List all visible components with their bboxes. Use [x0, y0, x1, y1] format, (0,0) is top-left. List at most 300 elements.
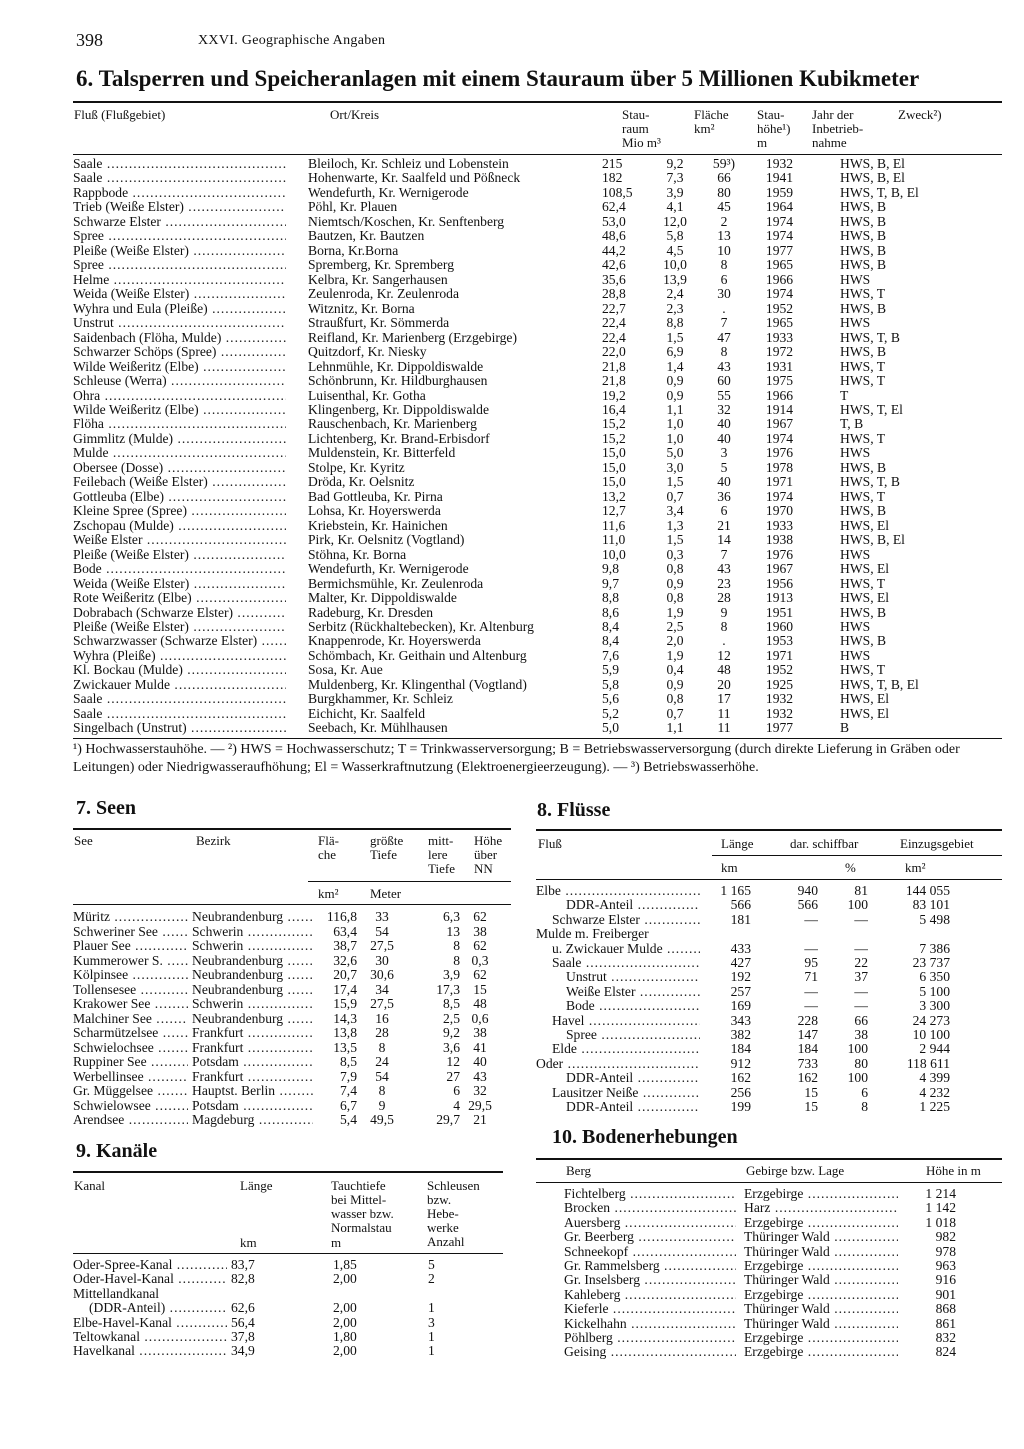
river-cell: Spree .....: [73, 229, 308, 243]
depth-cell: 2,00: [333, 1344, 357, 1359]
canal-cell: Mittellandkanal: [73, 1286, 160, 1301]
purpose-cell: HWS, B: [840, 301, 887, 316]
table6-header-rule: [73, 154, 1002, 155]
area-cell: 0,7: [666, 706, 684, 721]
volume-cell: 5,8: [602, 677, 619, 692]
river-cell: Wilde Weißeritz (Elbe) .....: [73, 403, 308, 417]
year-cell: 1971: [765, 648, 794, 663]
table10-top-rule: [536, 1158, 1002, 1160]
height-cell: 20: [717, 677, 731, 692]
length-cell: 192: [730, 970, 751, 985]
spacer-cell: [500, 997, 513, 1012]
table9-title: 9. Kanäle: [76, 1140, 158, 1162]
table8-unit-km2: km²: [905, 860, 926, 875]
spacer-cell: [500, 910, 513, 925]
purpose-cell: HWS, B, El: [840, 157, 905, 171]
volume-cell: 8,6: [602, 605, 619, 620]
percent-cell: [818, 927, 868, 941]
table-row: [73, 721, 1003, 735]
table9-canals: [73, 1258, 503, 1359]
river-cell: Schleuse (Werra) .....: [73, 374, 308, 388]
table-row: [73, 939, 513, 954]
area-cell: 5,8: [666, 229, 684, 244]
river-cell: Bode .....: [536, 999, 706, 1013]
depth-cell: 8: [378, 1084, 386, 1098]
table-row: [536, 970, 1002, 984]
table-row: [73, 215, 1003, 229]
place-cell: Reifland, Kr. Marienberg (Erzgebirge): [308, 330, 517, 345]
purpose-cell: HWS, B: [840, 634, 887, 649]
table7-header-area: Flä- che: [318, 833, 339, 862]
area-cell: 15,9: [333, 997, 357, 1011]
area-cell: 2,3: [666, 301, 684, 316]
altitude-cell: 15: [473, 982, 487, 997]
table7-top-rule: [73, 828, 511, 830]
year-cell: 1967: [765, 417, 794, 432]
spacer-cell: [950, 1014, 1002, 1028]
area-cell: 1,4: [666, 359, 684, 374]
table-row: [73, 360, 1003, 374]
purpose-cell: T, B: [840, 417, 864, 432]
district-cell: Neubrandenburg .....: [192, 983, 317, 998]
depth-cell: 27,5: [370, 939, 394, 953]
canal-cell: (DDR-Anteil) .....: [73, 1301, 231, 1315]
table-row: [536, 884, 1002, 898]
table-row: [73, 374, 1003, 388]
table-row: [536, 999, 1002, 1013]
lake-cell: Krakower See .....: [73, 997, 192, 1012]
height-cell: 8: [720, 345, 728, 360]
mean-depth-cell: 3,6: [443, 1040, 460, 1055]
place-cell: Pirk, Kr. Oelsnitz (Vogtland): [308, 533, 465, 548]
area-cell: 9,2: [666, 157, 684, 171]
spacer-cell: [950, 956, 1002, 970]
year-cell: 1974: [765, 287, 794, 302]
spacer-cell: [950, 1086, 1002, 1100]
mountain-cell: Brocken .....: [536, 1201, 744, 1215]
length-cell: [231, 1287, 281, 1301]
purpose-cell: HWS, B: [840, 345, 887, 360]
height-cell: 6: [720, 272, 728, 287]
table-row: [73, 345, 1003, 359]
table7-header-rule: [73, 904, 511, 905]
height-cell: 66: [717, 171, 731, 186]
spacer-cell: [950, 1042, 1002, 1056]
percent-cell: 8: [861, 1100, 868, 1115]
altitude-cell: 32: [473, 1084, 487, 1098]
spacer-cell: [956, 1201, 1002, 1215]
depth-cell: 2,00: [333, 1301, 357, 1316]
depth-cell: 49,5: [370, 1113, 394, 1127]
volume-cell: 16,4: [602, 402, 626, 417]
year-cell: 1941: [765, 171, 794, 186]
river-cell: Zschopau (Mulde) .....: [73, 519, 308, 533]
river-cell: DDR-Anteil .....: [536, 1100, 706, 1114]
river-cell: Gottleuba (Elbe) .....: [73, 490, 308, 504]
navigable-cell: 15: [804, 1085, 818, 1100]
altitude-cell: 62: [473, 939, 487, 953]
table-row: [536, 1259, 1002, 1273]
table-row: [536, 1071, 1002, 1085]
place-cell: Kelbra, Kr. Sangerhausen: [308, 272, 448, 287]
mean-depth-cell: 17,3: [436, 982, 460, 997]
spacer-cell: [950, 1071, 1002, 1085]
table-row: [73, 910, 513, 925]
spacer-cell: [950, 884, 1002, 898]
river-cell: Saale .....: [73, 157, 308, 171]
river-cell: Weida (Weiße Elster) .....: [73, 577, 308, 591]
area-cell: 5,0: [666, 446, 684, 461]
table10-title: 10. Bodenerhebungen: [552, 1126, 738, 1148]
place-cell: Rauschenbach, Kr. Marienberg: [308, 417, 477, 432]
table-row: [73, 692, 1003, 706]
table6-reservoirs: [73, 157, 1003, 736]
river-cell: Unstrut .....: [73, 316, 308, 330]
navigable-cell: 184: [797, 1042, 818, 1057]
page-number: 398: [76, 30, 103, 50]
length-cell: 184: [730, 1042, 751, 1057]
depth-cell: 1,85: [333, 1258, 357, 1272]
navigable-cell: 940: [797, 884, 818, 898]
area-cell: 1,3: [666, 518, 684, 533]
place-cell: Malter, Kr. Dippoldiswalde: [308, 591, 457, 606]
table8-unit-rule-top: [712, 855, 1002, 856]
height-cell: 9: [720, 605, 728, 620]
area-cell: 0,8: [666, 591, 684, 606]
river-cell: Rote Weißeritz (Elbe) .....: [73, 591, 308, 605]
year-cell: 1966: [765, 388, 794, 403]
river-cell: Ohra .....: [73, 389, 308, 403]
table9-header-depth: Tauchtiefe bei Mittel- wasser bzw. Normalstau: [331, 1178, 394, 1235]
year-cell: 1933: [765, 518, 794, 533]
range-cell: Erzgebirge .....: [744, 1331, 904, 1345]
spacer-cell: [950, 942, 1002, 956]
volume-cell: 8,4: [602, 620, 619, 634]
river-cell: Saidenbach (Flöha, Mulde) .....: [73, 331, 308, 345]
river-cell: Havel .....: [536, 1014, 706, 1028]
purpose-cell: HWS, B, El: [840, 533, 905, 548]
table-row: [73, 519, 1003, 533]
table-row: [73, 287, 1003, 301]
year-cell: 1971: [765, 475, 794, 490]
table8-title: 8. Flüsse: [537, 799, 611, 821]
height-cell: 40: [717, 417, 731, 432]
area-cell: 1,1: [666, 402, 684, 417]
place-cell: Muldenberg, Kr. Klingenthal (Vogtland): [308, 677, 527, 692]
height-cell: 2: [720, 214, 728, 229]
table-row: [73, 273, 1003, 287]
area-cell: 1,0: [666, 417, 684, 432]
area-cell: 7,4: [340, 1084, 357, 1098]
height-cell: 12: [717, 648, 731, 663]
district-cell: Frankfurt .....: [192, 1041, 317, 1056]
river-cell: Schwarzer Schöps (Spree) .....: [73, 345, 308, 359]
volume-cell: 15,0: [602, 446, 626, 461]
table6-top-rule: [73, 101, 1002, 103]
area-cell: 3,9: [666, 185, 684, 200]
area-cell: 14,3: [333, 1011, 357, 1026]
table-row: [73, 663, 1003, 677]
year-cell: 1914: [765, 402, 794, 417]
river-cell: Lausitzer Neiße .....: [536, 1086, 706, 1100]
purpose-cell: HWS, T, B, El: [840, 185, 919, 200]
percent-cell: 66: [854, 1013, 868, 1028]
table-row: [536, 1273, 1002, 1287]
volume-cell: 5,2: [602, 706, 619, 721]
river-cell: Singelbach (Unstrut) .....: [73, 721, 308, 735]
table-row: [536, 1201, 1002, 1215]
mean-depth-cell: 2,5: [443, 1011, 460, 1026]
basin-cell: 4 399: [919, 1071, 950, 1086]
table-row: [73, 1301, 503, 1315]
table-row: [73, 446, 1003, 460]
length-cell: 382: [730, 1028, 751, 1043]
length-cell: 56,4: [231, 1315, 255, 1330]
table8-header-rule: [536, 879, 1002, 880]
table-row: [73, 200, 1003, 214]
area-cell: 32,6: [333, 953, 357, 968]
volume-cell: 15,0: [602, 475, 626, 490]
river-cell: Kleine Spree (Spree) .....: [73, 504, 308, 518]
purpose-cell: HWS, T: [840, 489, 886, 504]
volume-cell: 15,0: [602, 460, 626, 475]
locks-cell: 5: [428, 1258, 435, 1272]
range-cell: Thüringer Wald .....: [744, 1302, 904, 1316]
range-cell: Thüringer Wald .....: [744, 1273, 904, 1287]
river-cell: Mulde m. Freiberger: [536, 927, 649, 942]
river-cell: Oder .....: [536, 1057, 706, 1071]
table7-header-mean: mitt- lere Tiefe: [428, 833, 455, 876]
volume-cell: 215: [602, 157, 623, 171]
year-cell: 1978: [765, 460, 794, 475]
table6-header-year: Jahr der Inbetrieb- nahme: [812, 107, 864, 150]
river-cell: Obersee (Dosse) .....: [73, 461, 308, 475]
length-cell: 37,8: [231, 1330, 255, 1345]
table-row: [536, 956, 1002, 970]
table-row: [536, 1230, 1002, 1244]
height-cell: 3: [720, 446, 728, 461]
table-row: [73, 244, 1003, 258]
table-row: [73, 983, 513, 998]
purpose-cell: HWS, T, El: [840, 402, 903, 417]
volume-cell: 62,4: [602, 200, 626, 215]
lake-cell: Müritz .....: [73, 910, 192, 925]
range-cell: Erzgebirge .....: [744, 1187, 904, 1201]
mean-depth-cell: 3,9: [443, 968, 460, 982]
locks-cell: 2: [428, 1272, 435, 1287]
river-cell: Zwickauer Mulde .....: [73, 678, 308, 692]
mountain-cell: Gr. Inselsberg .....: [536, 1273, 744, 1287]
depth-cell: 30: [375, 953, 389, 968]
table-row: [73, 432, 1003, 446]
table-row: [73, 302, 1003, 316]
river-cell: Unstrut .....: [536, 970, 706, 984]
district-cell: Neubrandenburg .....: [192, 968, 317, 983]
table7-lakes: [73, 910, 513, 1128]
year-cell: 1953: [765, 634, 794, 649]
purpose-cell: T: [840, 388, 849, 403]
range-cell: Thüringer Wald .....: [744, 1230, 904, 1244]
table-row: [536, 1288, 1002, 1302]
navigable-cell: 71: [804, 970, 818, 985]
table-row: [536, 1317, 1002, 1331]
place-cell: Schömbach, Kr. Geithain und Altenburg: [308, 648, 527, 663]
river-cell: Elbe .....: [536, 884, 706, 898]
place-cell: Stolpe, Kr. Kyritz: [308, 460, 405, 475]
place-cell: Seebach, Kr. Mühlhausen: [308, 721, 448, 736]
place-cell: Dröda, Kr. Oelsnitz: [308, 475, 415, 490]
purpose-cell: HWS: [840, 547, 871, 562]
area-cell: 4,1: [666, 200, 684, 215]
table-row: [73, 1070, 513, 1085]
year-cell: 1951: [765, 605, 794, 620]
spacer-cell: [950, 1100, 1002, 1114]
place-cell: Sosa, Kr. Aue: [308, 663, 383, 678]
table-row: [536, 985, 1002, 999]
length-cell: 82,8: [231, 1272, 255, 1287]
area-cell: 12,0: [663, 214, 687, 229]
table-row: [73, 562, 1003, 576]
basin-cell: 6 350: [919, 970, 950, 985]
table8-header-river: Fluß: [538, 836, 562, 851]
area-cell: 1,5: [666, 330, 684, 345]
volume-cell: 22,0: [602, 345, 626, 360]
height-cell: 7: [720, 547, 728, 562]
area-cell: 1,5: [666, 533, 684, 548]
basin-cell: 118 611: [906, 1056, 950, 1071]
canal-cell: Elbe-Havel-Kanal .....: [73, 1316, 231, 1330]
table10-header-height: Höhe in m: [926, 1163, 981, 1178]
district-cell: Potsdam .....: [192, 1055, 317, 1070]
purpose-cell: HWS: [840, 446, 871, 461]
place-cell: Bleiloch, Kr. Schleiz und Lobenstein: [308, 157, 509, 171]
height-cell: 80: [717, 185, 731, 200]
place-cell: Pöhl, Kr. Plauen: [308, 200, 398, 215]
height-cell: 43: [717, 359, 731, 374]
lake-cell: Schwielochsee .....: [73, 1041, 192, 1056]
table7-header-lake: See: [74, 833, 93, 848]
length-cell: 912: [730, 1056, 751, 1071]
spacer-cell: [500, 1070, 513, 1085]
spacer-cell: [500, 939, 513, 954]
spacer-cell: [281, 1316, 329, 1330]
purpose-cell: HWS, B: [840, 504, 887, 519]
height-cell: 14: [717, 533, 731, 548]
locks-cell: [427, 1287, 503, 1301]
table7-unit-rule: [308, 881, 511, 882]
volume-cell: 108,5: [602, 185, 633, 200]
table-row: [536, 1245, 1002, 1259]
height-cell: 832: [935, 1331, 956, 1346]
table-row: [73, 620, 1003, 634]
river-cell: Elde .....: [536, 1042, 706, 1056]
river-cell: Schwarze Elster .....: [73, 215, 308, 229]
height-cell: 868: [935, 1302, 956, 1317]
length-cell: 257: [730, 984, 751, 999]
length-cell: 181: [730, 912, 751, 927]
spacer-cell: [950, 913, 1002, 927]
table-row: [536, 1042, 1002, 1056]
table7-header-depth: größte Tiefe: [370, 833, 404, 862]
place-cell: Serbitz (Rückhaltebecken), Kr. Altenburg: [308, 620, 534, 634]
year-cell: 1972: [765, 345, 794, 360]
lake-cell: Schweriner See .....: [73, 925, 192, 940]
district-cell: Schwerin .....: [192, 939, 317, 954]
basin-cell: 23 737: [912, 956, 950, 971]
table-row: [73, 968, 513, 983]
lake-cell: Schwielowsee .....: [73, 1099, 192, 1114]
spacer-cell: [500, 1113, 513, 1128]
table-row: [73, 634, 1003, 648]
area-cell: 0,8: [666, 692, 684, 707]
place-cell: Straußfurt, Kr. Sömmerda: [308, 316, 450, 331]
area-cell: 13,5: [333, 1040, 357, 1055]
mountain-cell: Kahleberg .....: [536, 1288, 744, 1302]
purpose-cell: HWS, El: [840, 518, 890, 533]
table9-top-rule: [73, 1171, 503, 1173]
year-cell: 1960: [765, 620, 794, 634]
percent-cell: —: [854, 999, 868, 1014]
area-cell: 5,4: [340, 1113, 357, 1127]
year-cell: 1976: [765, 547, 794, 562]
mountain-cell: Geising .....: [536, 1345, 744, 1359]
table7-unit-area: km²: [318, 886, 339, 901]
range-cell: Erzgebirge .....: [744, 1259, 904, 1273]
basin-cell: 7 386: [919, 941, 950, 956]
range-cell: Thüringer Wald .....: [744, 1317, 904, 1331]
navigable-cell: —: [804, 984, 818, 999]
table7-title: 7. Seen: [76, 797, 136, 819]
depth-cell: 8: [378, 1040, 386, 1055]
length-cell: 162: [730, 1071, 751, 1086]
year-cell: 1932: [765, 157, 794, 171]
spacer-cell: [500, 1055, 513, 1070]
locks-cell: 1: [428, 1344, 435, 1359]
place-cell: Bermichsmühle, Kr. Zeulenroda: [308, 576, 484, 591]
percent-cell: 6: [861, 1085, 868, 1100]
percent-cell: —: [854, 984, 868, 999]
length-cell: [706, 927, 751, 941]
place-cell: Witznitz, Kr. Borna: [308, 301, 415, 316]
table-row: [536, 1302, 1002, 1316]
table-row: [73, 591, 1003, 605]
length-cell: 343: [730, 1013, 751, 1028]
percent-cell: 100: [847, 898, 868, 913]
area-cell: 1,1: [666, 721, 684, 736]
table-row: [73, 1084, 513, 1099]
year-cell: 1931: [765, 359, 794, 374]
height-cell: 17: [717, 692, 731, 707]
table-row: [73, 925, 513, 940]
area-cell: 0,9: [666, 576, 684, 591]
table8-unit-pct: %: [845, 860, 856, 875]
altitude-cell: 62: [473, 910, 487, 924]
table-row: [536, 1345, 1002, 1359]
navigable-cell: —: [804, 912, 818, 927]
mountain-cell: Kieferle .....: [536, 1302, 744, 1316]
depth-cell: 2,00: [333, 1315, 357, 1330]
lake-cell: Scharmützelsee .....: [73, 1026, 192, 1041]
mountain-cell: Auersberg .....: [536, 1216, 744, 1230]
lake-cell: Kummerower S. .....: [73, 954, 192, 969]
table10-elevations: [536, 1187, 1002, 1360]
place-cell: Lohsa, Kr. Hoyerswerda: [308, 504, 441, 519]
table-row: [73, 258, 1003, 272]
area-cell: 63,4: [333, 924, 357, 939]
altitude-cell: 0,6: [471, 1011, 489, 1026]
year-cell: 1977: [765, 243, 794, 258]
navigable-cell: 566: [797, 898, 818, 913]
